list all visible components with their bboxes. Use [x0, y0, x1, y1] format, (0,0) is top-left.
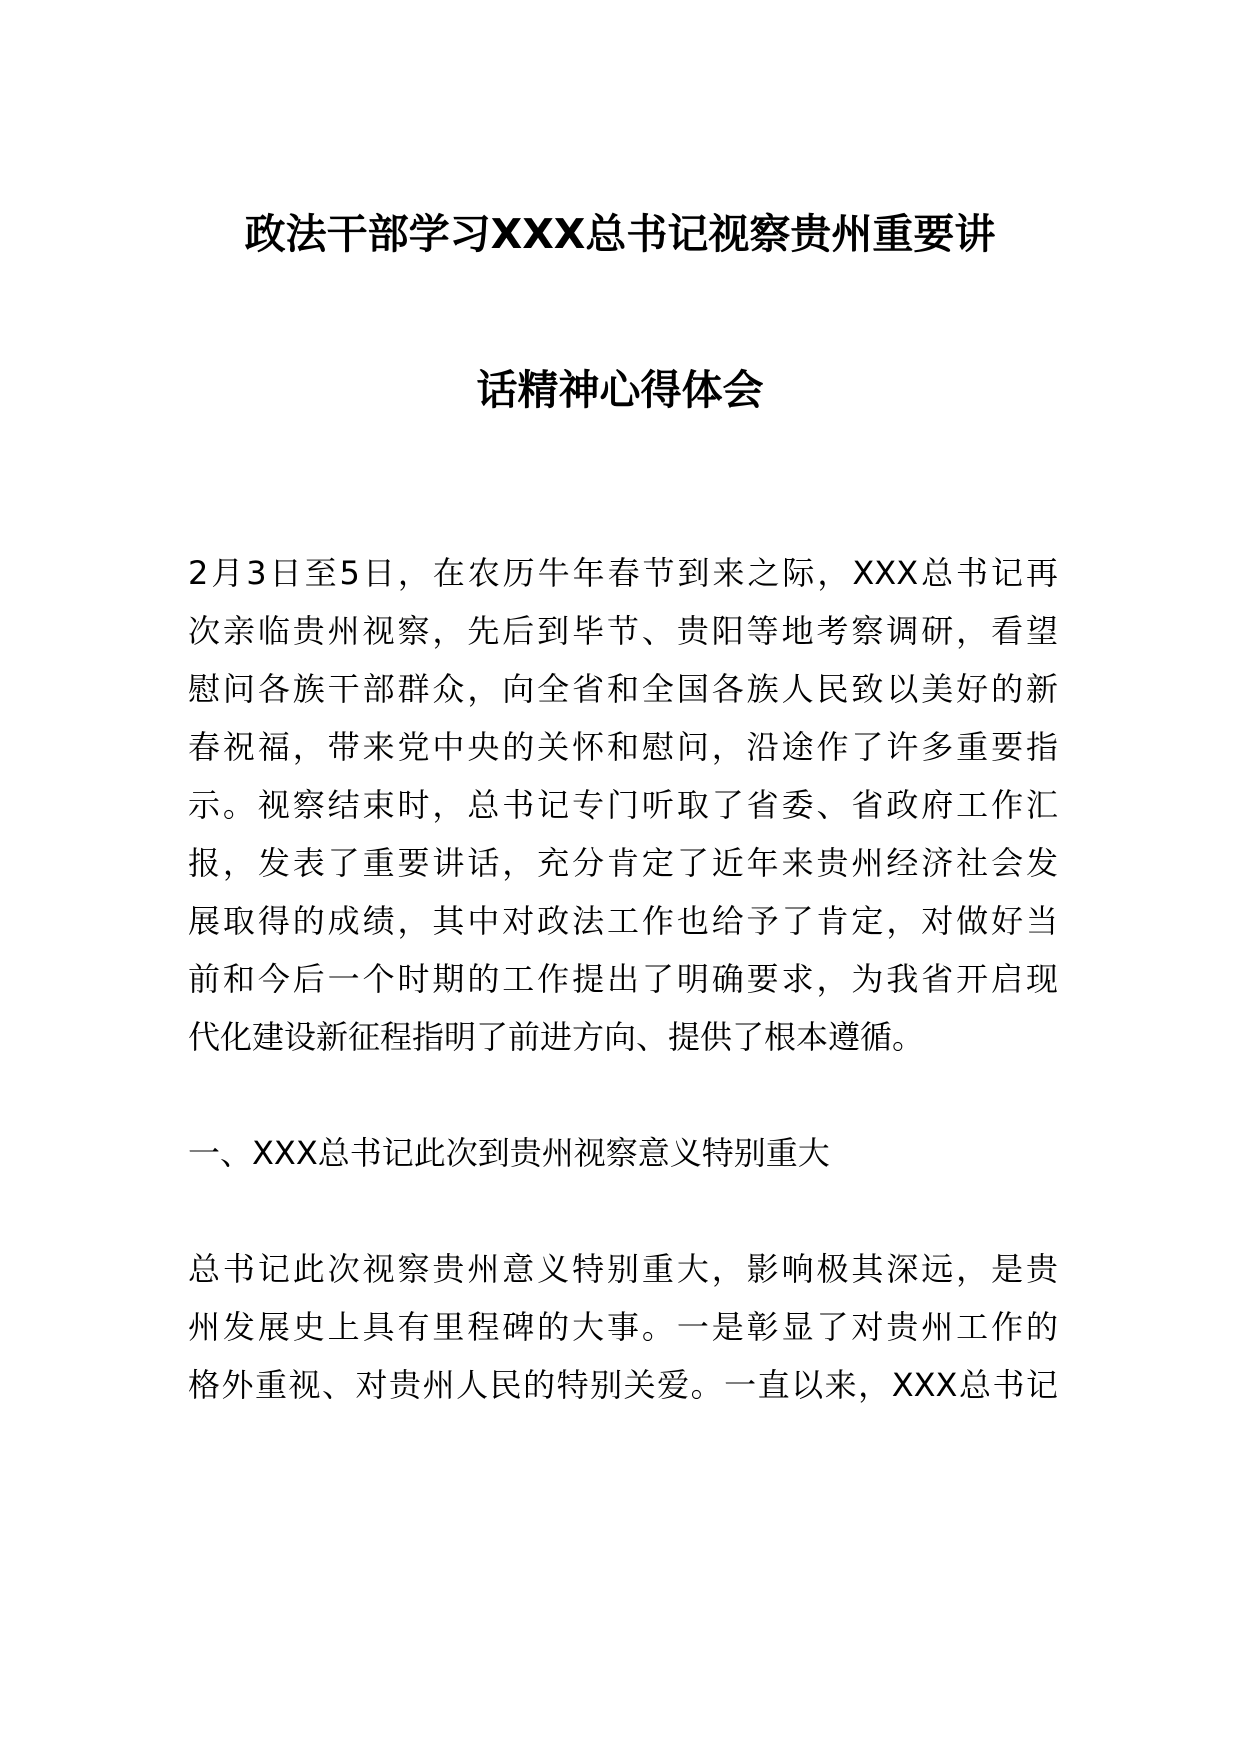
section-heading: 一、XXX总书记此次到贵州视察意义特别重大 — [188, 1134, 830, 1172]
paragraph-line: 春祝福，带来党中央的关怀和慰问，沿途作了许多重要指 — [188, 728, 1058, 766]
paragraph-line: 格外重视、对贵州人民的特别关爱。一直以来，XXX总书记 — [188, 1366, 1058, 1404]
paragraph-line: 代化建设新征程指明了前进方向、提供了根本遵循。 — [188, 1018, 925, 1056]
paragraph-line: 慰问各族干部群众，向全省和全国各族人民致以美好的新 — [188, 670, 1058, 708]
paragraph-line: 州发展史上具有里程碑的大事。一是彰显了对贵州工作的 — [188, 1308, 1058, 1346]
paragraph-line: 报，发表了重要讲话，充分肯定了近年来贵州经济社会发 — [188, 844, 1058, 882]
paragraph-line: 总书记此次视察贵州意义特别重大，影响极其深远，是贵 — [188, 1250, 1058, 1288]
paragraph-line: 次亲临贵州视察，先后到毕节、贵阳等地考察调研，看望 — [188, 612, 1058, 650]
paragraph-line: 展取得的成绩，其中对政法工作也给予了肯定，对做好当 — [188, 902, 1058, 940]
paragraph-line: 前和今后一个时期的工作提出了明确要求，为我省开启现 — [188, 960, 1058, 998]
paragraph-line: 2月3日至5日，在农历牛年春节到来之际，XXX总书记再 — [188, 554, 1058, 592]
document-title-line-2: 话精神心得体会 — [476, 366, 764, 414]
paragraph-line: 示。视察结束时，总书记专门听取了省委、省政府工作汇 — [188, 786, 1058, 824]
document-title-line-1: 政法干部学习XXX总书记视察贵州重要讲 — [244, 210, 996, 258]
